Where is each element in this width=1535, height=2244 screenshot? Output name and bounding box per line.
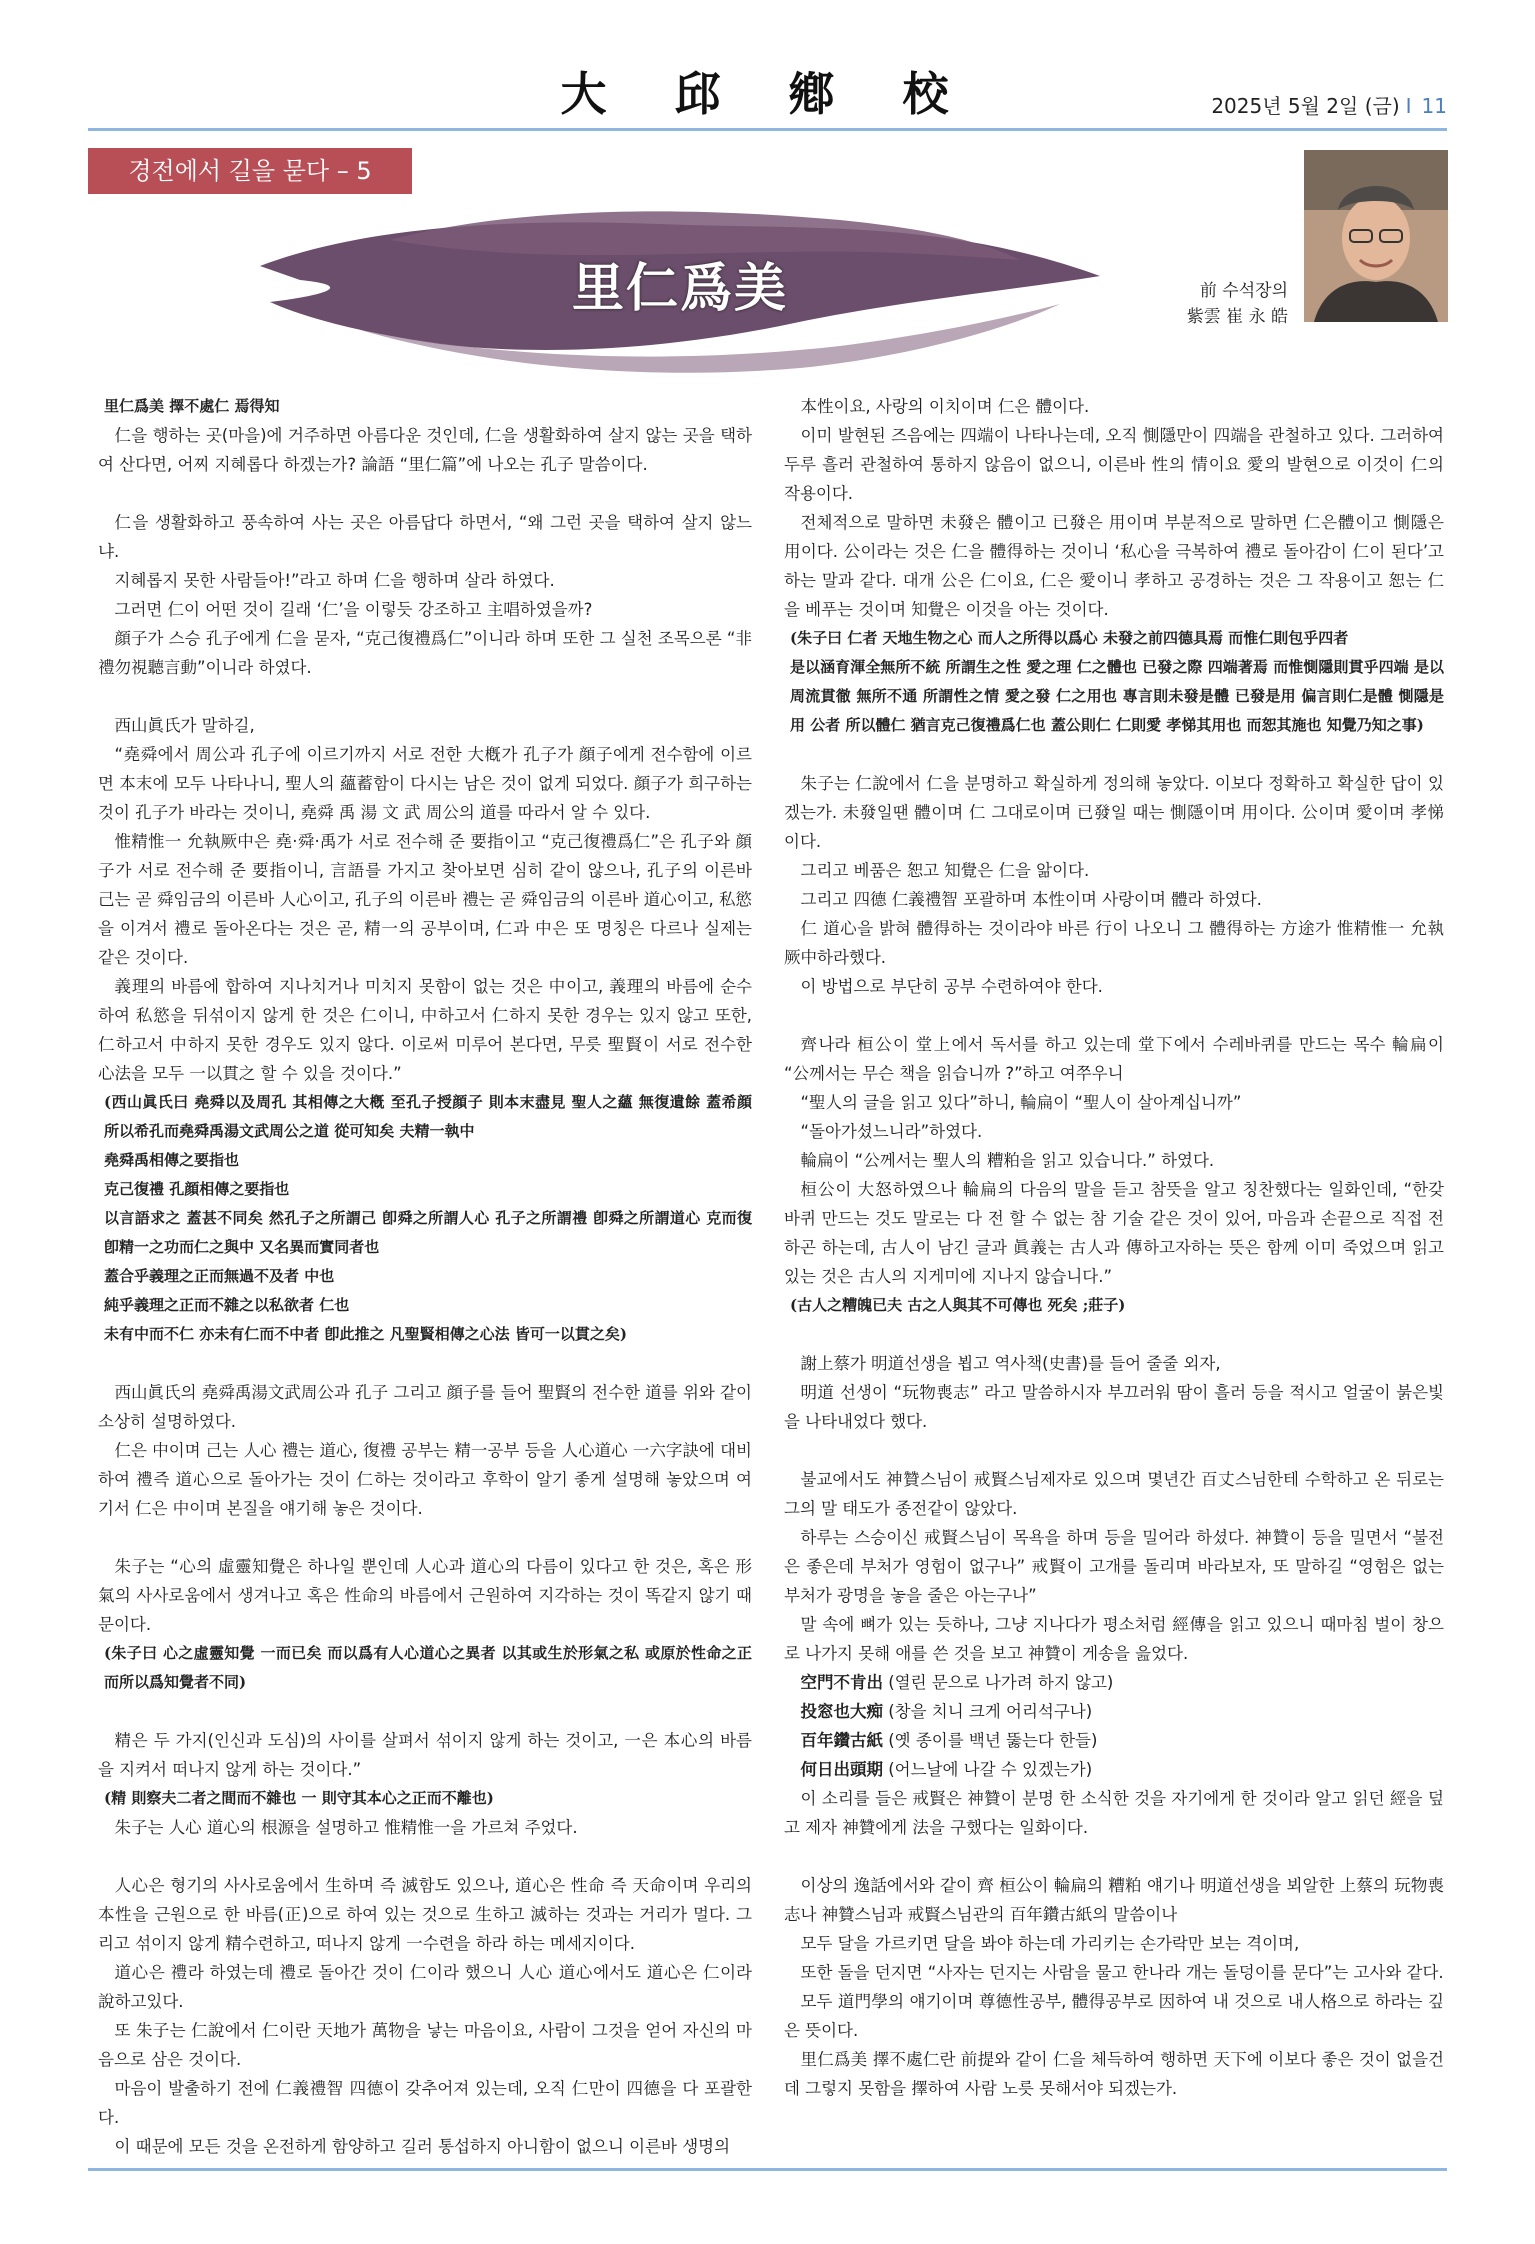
classical-quote: (古人之糟魄已夫 古之人與其不可傳也 死矣 ;莊子): [790, 1296, 1126, 1314]
verse-hanja: 何日出頭期: [800, 1760, 883, 1779]
classical-quote: 蓋合乎義理之正而無過不及者 中也: [104, 1267, 335, 1285]
paragraph: “聖人의 글을 읽고 있다”하니, 輪扁이 “聖人이 살아계십니까”: [800, 1093, 1242, 1112]
paragraph-gap: [98, 1842, 752, 1871]
paragraph: 이 방법으로 부단히 공부 수련하여야 한다.: [800, 977, 1103, 996]
meta-separator: I: [1405, 94, 1412, 118]
paragraph: 이상의 逸話에서와 같이 齊 桓公이 輪扁의 糟粕 얘기나 明道선생을 뵈알한 上蔡의 玩物喪志나 神贊스님과 戒賢스님관의 百年鑽古紙의 말씀이나: [784, 1876, 1444, 1924]
paragraph: 謝上蔡가 明道선생을 뵙고 역사책(史書)를 들어 줄줄 외자,: [800, 1354, 1221, 1373]
paragraph: “돌아가셨느니라”하였다.: [800, 1122, 983, 1141]
paragraph: 朱子는 “心의 虛靈知覺은 하나일 뿐인데 人心과 道心의 다름이 있다고 한 것은, 혹은 形氣의 사사로움에서 생겨나고 혹은 性命의 바름에서 근원하여 지각하는 것이 똑같지 않기 때문이다.: [98, 1557, 752, 1634]
paragraph: 朱子는 仁說에서 仁을 분명하고 확실하게 정의해 놓았다. 이보다 정확하고 확실한 답이 있겠는가. 未發일땐 體이며 仁 그대로이며 已發일 때는 惻隱이며 用이다. 公이며 愛이며 孝悌 이다.: [784, 774, 1444, 851]
paragraph: 仁은 中이며 己는 人心 禮는 道心, 復禮 공부는 精一공부 등을 人心道心 一六字訣에 대비하여 禮즉 道心으로 돌아가는 것이 仁하는 것이라고 후학이 알기 좋게 설명해 놓았으며 여기서 仁은 中이며 본질을 얘기해 놓은 것이다.: [98, 1441, 752, 1518]
verse-gloss: (열린 문으로 나가려 하지 않고): [883, 1673, 1114, 1692]
paragraph: 이미 발현된 즈음에는 四端이 나타나는데, 오직 惻隱만이 四端을 관철하고 있다. 그러하여 두루 흘러 관철하여 통하지 않음이 없으니, 이른바 性의 情이요 愛의 발현으로 이것이 仁의 작용이다.: [784, 426, 1444, 503]
classical-quote: (朱子曰 心之虛靈知覺 一而已矣 而以爲有人心道心之異者 以其或生於形氣之私 或原於性命之正 而所以爲知覺者不同): [104, 1644, 752, 1691]
issue-meta: [1211, 90, 1447, 119]
verse-gloss: (어느날에 나갈 수 있겠는가): [883, 1760, 1093, 1779]
paragraph: 仁을 생활화하고 풍속하여 사는 곳은 아름답다 하면서, “왜 그런 곳을 택하여 살지 않느냐.: [98, 513, 752, 561]
classical-quote: 未有中而不仁 亦未有仁而不中者 卽此推之 凡聖賢相傳之心法 皆可一以貫之矣): [104, 1325, 627, 1343]
classical-quote: (朱子曰 仁者 天地生物之心 而人之所得以爲心 未發之前四德具焉 而惟仁則包乎四者: [790, 629, 1349, 647]
paragraph-gap: [98, 1697, 752, 1726]
article-column-right: [784, 392, 1444, 2103]
paragraph: 말 속에 뼈가 있는 듯하나, 그냥 지나다가 평소처럼 經傳을 읽고 있으니 때마침 벌이 창으로 나가지 못해 애를 쓴 것을 보고 神贊이 게송을 읊었다.: [784, 1615, 1444, 1663]
author-name: 紫雲 崔 永 皓: [1186, 307, 1288, 327]
paragraph-gap: [784, 1001, 1444, 1030]
paragraph: 모두 道門學의 얘기이며 尊德性공부, 體得공부로 因하여 내 것으로 내人格으로 하라는 깊은 뜻이다.: [784, 1992, 1444, 2040]
paragraph: 西山眞氏가 말하길,: [114, 716, 255, 735]
paragraph: 人心은 형기의 사사로움에서 生하며 즉 滅함도 있으나, 道心은 性命 즉 天命이며 우리의 本性을 근원으로 한 바름(正)으로 하여 있는 것으로 生하고 滅하는 것과는 거리가 멀다. 그리고 섞이지 않게 精수련하고, 떠나지 않게 一수련을 하라 하는 메세지이다.: [98, 1876, 752, 1953]
paragraph: 전체적으로 말하면 未發은 體이고 已發은 用이며 부분적으로 말하면 仁은體이고 惻隱은 用이다. 公이라는 것은 仁을 體得하는 것이니 ‘私心을 극복하여 禮로 돌아감이 仁이 된다’고 하는 말과 같다. 대개 公은 仁이요, 仁은 愛이니 孝하고 공경하는 것은 그 작용이고 恕는 仁을 베푸는 것이며 知覺은 이것을 아는 것이다.: [784, 513, 1444, 619]
page-number: 11: [1421, 94, 1447, 118]
paragraph: 朱子는 人心 道心의 根源을 설명하고 惟精惟一을 가르쳐 주었다.: [114, 1818, 578, 1837]
paragraph: 모두 달을 가르키면 달을 봐야 하는데 가리키는 손가락만 보는 격이며,: [800, 1934, 1300, 1953]
paragraph: 仁 道心을 밝혀 體得하는 것이라야 바른 行이 나오니 그 體得하는 方途가 惟精惟一 允執厥中하라했다.: [784, 919, 1444, 967]
classical-quote: 是以涵育渾全無所不統 所謂生之性 愛之理 仁之體也 已發之際 四端著焉 而惟惻隱則貫乎四端 是以周流貫徹 無所不通 所謂性之情 愛之發 仁之用也 專言則未發是體 已發是用 偏言則仁是體 惻隱是用 公者 所以體仁 猶言克己復禮爲仁也 蓋公則仁 仁則愛 孝悌其用也 而恕其施也 知覺乃知之事): [790, 658, 1444, 734]
issue-date: 2025년 5월 2일 (금): [1211, 94, 1400, 118]
paragraph: 西山眞氏의 堯舜禹湯文武周公과 孔子 그리고 顔子를 들어 聖賢의 전수한 道를 위와 같이 소상히 설명하였다.: [98, 1383, 752, 1431]
paragraph: 輪扁이 “公께서는 聖人의 糟粕을 읽고 있습니다.” 하였다.: [800, 1151, 1215, 1170]
verse-line: [784, 1726, 1444, 1755]
verse-hanja: 投窓也大痴: [800, 1702, 883, 1721]
paragraph-gap: [784, 740, 1444, 769]
classical-quote: 以言語求之 蓋甚不同矣 然孔子之所謂己 卽舜之所謂人心 孔子之所謂禮 卽舜之所謂道心 克而復 卽精一之功而仁之與中 又名異而實同者也: [104, 1209, 752, 1256]
paragraph: 그리고 四德 仁義禮智 포괄하며 本性이며 사랑이며 體라 하였다.: [800, 890, 1262, 909]
verse-hanja: 空門不肯出: [800, 1673, 883, 1692]
paragraph-gap: [98, 682, 752, 711]
verse-gloss: (옛 종이를 백년 뚫는다 한들): [883, 1731, 1098, 1750]
verse-hanja: 百年鑽古紙: [800, 1731, 883, 1750]
paragraph-gap: [98, 1523, 752, 1552]
classical-quote: (西山眞氏曰 堯舜以及周孔 其相傳之大槪 至孔子授顔子 則本末盡見 聖人之蘊 無復遺餘 蓋希顔 所以希孔而堯舜禹湯文武周公之道 從可知矣 夫精一執中: [104, 1093, 752, 1140]
classical-quote: 里仁爲美 擇不處仁 焉得知: [104, 397, 280, 415]
footer-rule: [88, 2168, 1447, 2171]
paragraph: 마음이 발출하기 전에 仁義禮智 四德이 갖추어져 있는데, 오직 仁만이 四德을 다 포괄한다.: [98, 2079, 752, 2127]
paragraph: 齊나라 桓公이 堂上에서 독서를 하고 있는데 堂下에서 수레바퀴를 만드는 목수 輪扁이 “公께서는 무슨 책을 읽습니까 ?”하고 여쭈우니: [784, 1035, 1444, 1083]
paragraph: 里仁爲美 擇不處仁란 前提와 같이 仁을 체득하여 행하면 天下에 이보다 좋은 것이 없을건데 그렇지 못함을 擇하여 사람 노릇 못해서야 되겠는가.: [784, 2050, 1444, 2098]
classical-quote: (精 則察夫二者之間而不雜也 一 則守其本心之正而不離也): [104, 1789, 494, 1807]
paragraph: 불교에서도 神贊스님이 戒賢스님제자로 있으며 몇년간 百丈스님한테 수학하고 온 뒤로는 그의 말 태도가 종전같이 않았다.: [784, 1470, 1444, 1518]
paragraph: 顔子가 스승 孔子에게 仁을 묻자, “克己復禮爲仁”이니라 하며 또한 그 실천 조목으론 “非禮勿視聽言動”이니라 하였다.: [98, 629, 752, 677]
paragraph: 이 소리를 들은 戒賢은 神贊이 분명 한 소식한 것을 자기에게 한 것이라 알고 읽던 經을 덮고 제자 神贊에게 法을 구했다는 일화이다.: [784, 1789, 1444, 1837]
classical-quote: 純乎義理之正而不雜之以私欲者 仁也: [104, 1296, 350, 1314]
author-title: 前 수석장의: [1199, 281, 1288, 301]
paragraph: 惟精惟一 允執厥中은 堯·舜·禹가 서로 전수해 준 要指이고 “克己復禮爲仁”은 孔子와 顔子가 서로 전수해 준 要指이니, 言語를 가지고 찾아보면 심히 같이 않으나, 孔子의 이른바 己는 곧 舜임금의 이른바 人心이고, 孔子의 이른바 禮는 곧 舜임금의 이른바 道心이고, 私慾을 이겨서 禮로 돌아온다는 것은 곧, 精一의 공부이며, 仁과 中은 또 명칭은 다르나 실제는 같은 것이다.: [98, 832, 752, 967]
paragraph: 이 때문에 모든 것을 온전하게 함양하고 길러 통섭하지 아니함이 없으니 이른바 생명의: [114, 2137, 731, 2156]
paragraph: 하루는 스승이신 戒賢스님이 목욕을 하며 등을 밀어라 하셨다. 神贊이 등을 밀면서 “불전은 좋은데 부처가 영험이 없구나” 戒賢이 고개를 돌리며 바라보자, 또 말하길 “영험은 없는 부처가 광명을 놓을 줄은 아는구나”: [784, 1528, 1444, 1605]
paragraph: 義理의 바름에 합하여 지나치거나 미치지 못함이 없는 것은 中이고, 義理의 바름에 순수하여 私慾을 뒤섞이지 않게 한 것은 仁이니, 中하고서 仁하지 못한 경우는 있지 않고 또한, 仁하고서 中하지 못한 경우도 있지 않다. 이로써 미루어 본다면, 무릇 聖賢이 서로 전수한 心法을 모두 一以貫之 할 수 있을 것이다.”: [98, 977, 752, 1083]
headline: 里仁爲美: [571, 258, 788, 319]
paragraph-gap: [784, 1436, 1444, 1465]
paragraph: 또 朱子는 仁說에서 仁이란 天地가 萬物을 낳는 마음이요, 사람이 그것을 얻어 자신의 마음으로 삼은 것이다.: [98, 2021, 752, 2069]
paragraph-gap: [784, 1320, 1444, 1349]
paragraph-gap: [784, 1842, 1444, 1871]
paragraph: 桓公이 大怒하였으나 輪扁의 다음의 말을 듣고 참뜻을 알고 칭찬했다는 일화인데, “한갖 바퀴 만드는 것도 말로는 다 전 할 수 없는 참 기술 같은 것이 있어, 마음과 손끝으로 직접 전하곤 하는데, 古人이 남긴 글과 眞義는 古人과 傳하고자하는 뜻은 함께 이미 죽었으며 읽고 있는 것은 古人의 지게미에 지나지 않습니다.”: [784, 1180, 1444, 1286]
article-column-left: [98, 392, 752, 2161]
paragraph-gap: [98, 1349, 752, 1378]
paragraph: 仁을 행하는 곳(마을)에 거주하면 아름다운 것인데, 仁을 생활화하여 살지 않는 곳을 택하여 산다면, 어찌 지혜롭다 하겠는가? 論語 “里仁篇”에 나오는 孔子 말씀이다.: [98, 426, 752, 474]
verse-line: [784, 1755, 1444, 1784]
paragraph: 그리고 베품은 恕고 知覺은 仁을 앎이다.: [800, 861, 1090, 880]
verse-gloss: (창을 치니 크게 어리석구나): [883, 1702, 1093, 1721]
paragraph: 道心은 禮라 하였는데 禮로 돌아간 것이 仁이라 했으니 人心 道心에서도 道心은 仁이라 說하고있다.: [98, 1963, 752, 2011]
author-photo: [1304, 150, 1448, 322]
masthead-title: 大 邱 鄕 校: [560, 67, 975, 121]
paragraph: “堯舜에서 周公과 孔子에 이르기까지 서로 전한 大槪가 孔子가 顔子에게 전수함에 이르면 本末에 모두 나타나니, 聖人의 蘊蓄함이 다시는 남은 것이 없게 되었다. 顔子가 희구하는 것이 孔子가 바라는 것이니, 堯舜 禹 湯 文 武 周公의 道를 따라서 알 수 있다.: [98, 745, 752, 822]
verse-line: [784, 1668, 1444, 1697]
series-label: 경전에서 길을 묻다 – 5: [88, 148, 412, 194]
paragraph: 그러면 仁이 어떤 것이 길래 ‘仁’을 이렇듯 강조하고 主唱하였을까?: [114, 600, 593, 619]
paragraph: 本性이요, 사랑의 이치이며 仁은 體이다.: [800, 397, 1090, 416]
header-rule: [88, 128, 1447, 131]
paragraph: 明道 선생이 “玩物喪志” 라고 말씀하시자 부끄러워 땀이 흘러 등을 적시고 얼굴이 붉은빛을 나타내었다 했다.: [784, 1383, 1444, 1431]
paragraph: 精은 두 가지(인신과 도심)의 사이를 살펴서 섞이지 않게 하는 것이고, 一은 本心의 바름을 지켜서 떠나지 않게 하는 것이다.”: [98, 1731, 752, 1779]
paragraph: 또한 돌을 던지면 “사자는 던지는 사람을 물고 한나라 개는 돌덩이를 문다”는 고사와 같다.: [800, 1963, 1444, 1982]
classical-quote: 克己復禮 孔顔相傳之要指也: [104, 1180, 290, 1198]
verse-line: [784, 1697, 1444, 1726]
paragraph-gap: [98, 479, 752, 508]
paragraph: 지혜롭지 못한 사람들아!”라고 하며 仁을 행하며 살라 하였다.: [114, 571, 555, 590]
classical-quote: 堯舜禹相傳之要指也: [104, 1151, 240, 1169]
